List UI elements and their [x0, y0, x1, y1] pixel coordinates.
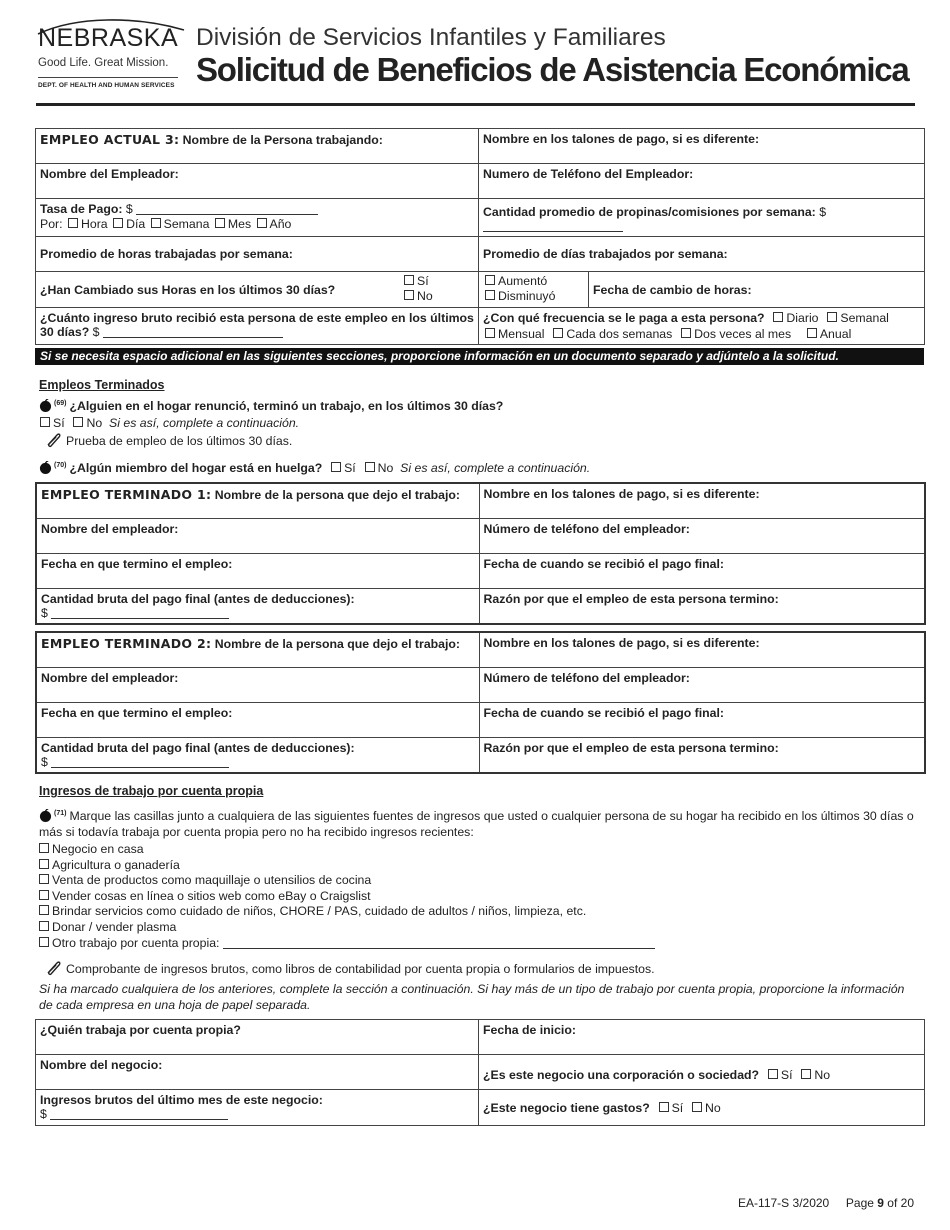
additional-space-notice: Si se necesita espacio adicional en las siguientes secciones, proporcione información en un documento separado y adjúntelo a la solicitud.	[35, 348, 924, 365]
logo-divider	[38, 77, 178, 78]
start-date-field[interactable]: Fecha de inicio:	[479, 1020, 925, 1055]
self-employment-table	[35, 1019, 925, 1126]
tj2-employer-field[interactable]: Nombre del empleador:	[36, 667, 479, 702]
person-name-field[interactable]: EMPLEO ACTUAL 3: Nombre de la Persona trabajando:	[36, 129, 479, 164]
question-70: $^{(70)}$ ¿Algún miembro del hogar está en huelga? Sí No Si es así, complete a continuación.	[39, 461, 590, 475]
tj2-reason-field[interactable]: Razón por que el empleo de esta persona termino:	[479, 737, 925, 773]
change-date-field[interactable]: Fecha de cambio de horas:	[589, 272, 925, 308]
apple-icon	[39, 809, 52, 822]
tj1-final-pay-date-field[interactable]: Fecha de cuando se recibió el pago final:	[479, 553, 925, 588]
per-day-checkbox[interactable]	[113, 218, 123, 228]
tj1-gross-final-field[interactable]: Cantidad bruta del pago final (antes de deducciones): $	[36, 588, 479, 624]
paperclip-icon	[44, 432, 62, 448]
other-work-input[interactable]	[223, 937, 655, 949]
option-other: Otro trabajo por cuenta propia:	[37, 936, 655, 952]
gross-last-month-field[interactable]: Ingresos brutos del último mes de este negocio: $	[36, 1090, 479, 1126]
freq-monthly-checkbox[interactable]	[485, 328, 495, 338]
current-job-3-table	[35, 128, 925, 345]
employer-phone-field[interactable]: Numero de Teléfono del Empleador:	[479, 164, 925, 199]
paystub-name-field[interactable]: Nombre en los talones de pago, si es diferente:	[479, 129, 925, 164]
option-plasma: Donar / vender plasma	[37, 920, 655, 936]
product-sales-checkbox[interactable]	[39, 874, 49, 884]
per-year-checkbox[interactable]	[257, 218, 267, 228]
avg-days-field[interactable]: Promedio de días trabajados por semana:	[479, 237, 925, 272]
plasma-checkbox[interactable]	[39, 921, 49, 931]
agriculture-checkbox[interactable]	[39, 859, 49, 869]
per-hour-checkbox[interactable]	[68, 218, 78, 228]
corporation-question: ¿Es este negocio una corporación o sociedad? Sí No	[479, 1055, 925, 1090]
hours-changed-yes-checkbox[interactable]	[404, 275, 414, 285]
per-month-checkbox[interactable]	[215, 218, 225, 228]
tj2-gross-final-field[interactable]: Cantidad bruta del pago final (antes de deducciones): $	[36, 737, 479, 773]
freq-twice-monthly-checkbox[interactable]	[681, 328, 691, 338]
terminated-jobs-heading: Empleos Terminados	[39, 378, 165, 392]
freq-biweekly-checkbox[interactable]	[553, 328, 563, 338]
freq-weekly-checkbox[interactable]	[827, 312, 837, 322]
question-69: $^{(69)}$ ¿Alguien en el hogar renunció, terminó un trabajo, en los últimos 30 días?	[39, 399, 503, 413]
terminated-job-2-table	[35, 631, 926, 774]
hours-changed-row: ¿Han Cambiado sus Horas en los últimos 30 días? Sí No	[36, 272, 479, 308]
employer-name-field[interactable]: Nombre del Empleador:	[36, 164, 479, 199]
tj1-person-field[interactable]: EMPLEO TERMINADO 1: Nombre de la persona que dejo el trabajo:	[36, 483, 479, 518]
decreased-checkbox[interactable]	[485, 290, 495, 300]
tj2-paystub-field[interactable]: Nombre en los talones de pago, si es diferente:	[479, 632, 925, 667]
page-footer: EA-117-S 3/2020 Page 9 of 20	[738, 1196, 914, 1210]
freq-daily-checkbox[interactable]	[773, 312, 783, 322]
corporation-no-checkbox[interactable]	[801, 1069, 811, 1079]
services-checkbox[interactable]	[39, 905, 49, 915]
q70-no-checkbox[interactable]	[365, 462, 375, 472]
q69-proof: Prueba de empleo de los últimos 30 días.	[36, 432, 292, 448]
logo-tagline: Good Life. Great Mission.	[38, 57, 169, 69]
division-name: División de Servicios Infantiles y Familiares	[196, 24, 666, 51]
per-week-checkbox[interactable]	[151, 218, 161, 228]
logo-wordmark: NEBRASKA	[38, 24, 179, 52]
hours-changed-no-checkbox[interactable]	[404, 290, 414, 300]
header-rule	[36, 103, 915, 106]
self-employment-heading: Ingresos de trabajo por cuenta propia	[39, 784, 264, 798]
tj2-person-field[interactable]: EMPLEO TERMINADO 2: Nombre de la persona que dejo el trabajo:	[36, 632, 479, 667]
corporation-yes-checkbox[interactable]	[768, 1069, 778, 1079]
option-home-business: Negocio en casa	[37, 842, 655, 858]
pay-frequency-field: ¿Con qué frecuencia se le paga a esta persona? Diario Semanal Mensual Cada dos semanas Dos veces al mes Anual	[479, 308, 925, 345]
q69-no-checkbox[interactable]	[73, 417, 83, 427]
terminated-job-1-table	[35, 482, 926, 625]
pay-rate-field[interactable]: Tasa de Pago: $ Por: Hora Día Semana Mes Año	[36, 199, 479, 237]
q69-yes-checkbox[interactable]	[40, 417, 50, 427]
option-online-sales: Vender cosas en línea o sitios web como eBay o Craigslist	[37, 889, 655, 905]
tj2-end-date-field[interactable]: Fecha en que termino el empleo:	[36, 702, 479, 737]
self-employment-proof: Comprobante de ingresos brutos, como libros de contabilidad por cuenta propia o formularios de impuestos.	[36, 960, 655, 976]
avg-hours-field[interactable]: Promedio de horas trabajadas por semana:	[36, 237, 479, 272]
other-work-checkbox[interactable]	[39, 937, 49, 947]
question-69-answers: Sí No Si es así, complete a continuación.	[38, 416, 299, 430]
self-employment-instruction: Si ha marcado cualquiera de los anteriores, complete la sección a continuación. Si hay más de un tipo de trabajo por cuenta propia, proporcione la información de cada empresa en una hoja de papel separada.	[39, 982, 905, 1012]
freq-annual-checkbox[interactable]	[807, 328, 817, 338]
option-services: Brindar servicios como cuidado de niños, CHORE / PAS, cuidado de adultos / niños, limpieza, etc.	[37, 904, 655, 920]
online-sales-checkbox[interactable]	[39, 890, 49, 900]
who-self-employed-field[interactable]: ¿Quién trabaja por cuenta propia?	[36, 1020, 479, 1055]
option-product-sales: Venta de productos como maquillaje o utensilios de cocina	[37, 873, 655, 889]
expenses-question: ¿Este negocio tiene gastos? Sí No	[479, 1090, 925, 1126]
tj1-phone-field[interactable]: Número de teléfono del empleador:	[479, 518, 925, 553]
page-title: Solicitud de Beneficios de Asistencia Económica	[196, 51, 909, 88]
tj1-reason-field[interactable]: Razón por que el empleo de esta persona termino:	[479, 588, 925, 624]
tj2-final-pay-date-field[interactable]: Fecha de cuando se recibió el pago final:	[479, 702, 925, 737]
tj1-paystub-field[interactable]: Nombre en los talones de pago, si es diferente:	[479, 483, 925, 518]
gross-income-field[interactable]: ¿Cuánto ingreso bruto recibió esta persona de este empleo en los últimos 30 días? $	[36, 308, 479, 345]
tips-field[interactable]: Cantidad promedio de propinas/comisiones por semana: $	[479, 199, 925, 237]
option-agriculture: Agricultura o ganadería	[37, 858, 655, 874]
business-name-field[interactable]: Nombre del negocio:	[36, 1055, 479, 1090]
tj1-end-date-field[interactable]: Fecha en que termino el empleo:	[36, 553, 479, 588]
tj1-employer-field[interactable]: Nombre del empleador:	[36, 518, 479, 553]
self-employment-options	[37, 842, 655, 951]
q70-yes-checkbox[interactable]	[331, 462, 341, 472]
paperclip-icon	[44, 960, 62, 976]
home-business-checkbox[interactable]	[39, 843, 49, 853]
question-71: $^{(71)}$ Marque las casillas junto a cualquiera de las siguientes fuentes de ingresos que usted o cualquier persona de su hogar ha recibido en los últimos 30 días o más si todavía trabaja por cuenta propia pero no ha recibido ingresos recientes:	[39, 809, 914, 839]
increased-checkbox[interactable]	[485, 275, 495, 285]
hours-direction-cell: Aumentó Disminuyó	[479, 272, 589, 308]
apple-icon	[39, 461, 52, 474]
tj2-phone-field[interactable]: Número de teléfono del empleador:	[479, 667, 925, 702]
expenses-yes-checkbox[interactable]	[659, 1102, 669, 1112]
expenses-no-checkbox[interactable]	[692, 1102, 702, 1112]
apple-icon	[39, 399, 52, 412]
logo-dept: DEPT. OF HEALTH AND HUMAN SERVICES	[38, 82, 175, 89]
